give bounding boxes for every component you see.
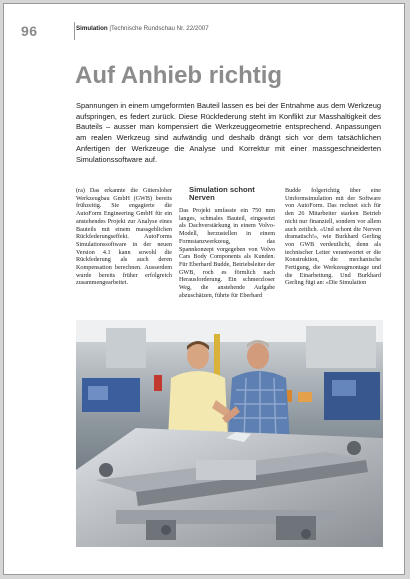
body-column-3: Budde folgerichtig über eine Umformsimulation mit der Software von AutoForm. Das rechnet sich für den 26 Mitarbeiter starken Betrieb nicht nur finanziell, sondern vor allem auch zeitlich. «Und schont die Nerven dramatisch!», wie Burkhard Gerling von GWB verdeutlicht, denn als technischer Leiter verantwortet er die Konstruktion, die mechanische Fertigung, die Werkzeugmontage und die Einarbeitung. Und Burkhard Gerling fügt an: «Die Simulation bbox=[285, 188, 381, 287]
magazine-page bbox=[3, 3, 405, 575]
body-column-1: (ra) Das erkannte die Gütersloher Werkzeugbau GmbH (GWB) bereits frühzeitig. Sie engagierte die AutoForm Engineering GmbH für ein anstehendes Projekt zur Analyse eines Bauteils mit einem massgeblichen Rückfederungseffekt. AutoForms Simulationssoftware in der neuen Version 4.1 kann sowohl die Rückfederung als auch deren Kompensation berechnen. Ausserdem wurde bereits früher erfolgreich zusammengearbeitet. bbox=[76, 188, 172, 287]
machine-panel-right bbox=[332, 380, 356, 396]
machine-panel bbox=[88, 386, 108, 400]
section-name: Simulation bbox=[76, 25, 108, 32]
header-divider bbox=[74, 22, 75, 40]
workshop-photo-illustration bbox=[76, 320, 383, 547]
forming-die bbox=[76, 428, 383, 547]
page-number: 96 bbox=[21, 23, 38, 39]
running-head bbox=[76, 25, 209, 32]
workshop-photo bbox=[76, 320, 383, 547]
article-lead: Spannungen in einem umgeformten Bauteil lassen es bei der Entnahme aus dem Werkzeug aufspringen, es federt zurück. Diese Rückfederung steht im Konflikt zur Masshaltigkeit des Bauteils – ausser man kompensiert die Werkzeuggeometrie entsprechend. Anpassungen am realen Werkzeug sind aufwändig und deshalb drängt sich vor dem tatsächlichen Anfertigen der Werkzeuge die Analyse und Korrektur mit einer massgeschneiderten Simulationssoftware auf. bbox=[76, 101, 381, 164]
article-title: Auf Anhieb richtig bbox=[75, 62, 283, 89]
orange-crate-2 bbox=[298, 392, 312, 402]
subheading: Simulation schont Nerven bbox=[189, 185, 255, 203]
body-column-2: Das Projekt umfasste ein 750 mm langes, schmales Bauteil, eingesetzt als Dachverstärkung in einem Volvo-Modell, herzustellen in einem Formstanzwerkzeug, das Spannkonzept vorgegeben von Volvo Cars Body Components als Kunden. Für Eberhard Budde, Betriebsleiter der GWB, roch es förmlich nach Herausforderung. Ein schmerzloser Weg, die anstehende Aufgabe abzuschätzen, führte für Eberhard bbox=[179, 208, 275, 299]
back-window bbox=[106, 328, 146, 368]
publication-name: Technische Rundschau Nr. 22/2007 bbox=[110, 25, 209, 32]
fire-extinguisher bbox=[154, 375, 162, 391]
divider-glyph: | bbox=[109, 25, 111, 32]
back-window-right bbox=[306, 326, 376, 368]
